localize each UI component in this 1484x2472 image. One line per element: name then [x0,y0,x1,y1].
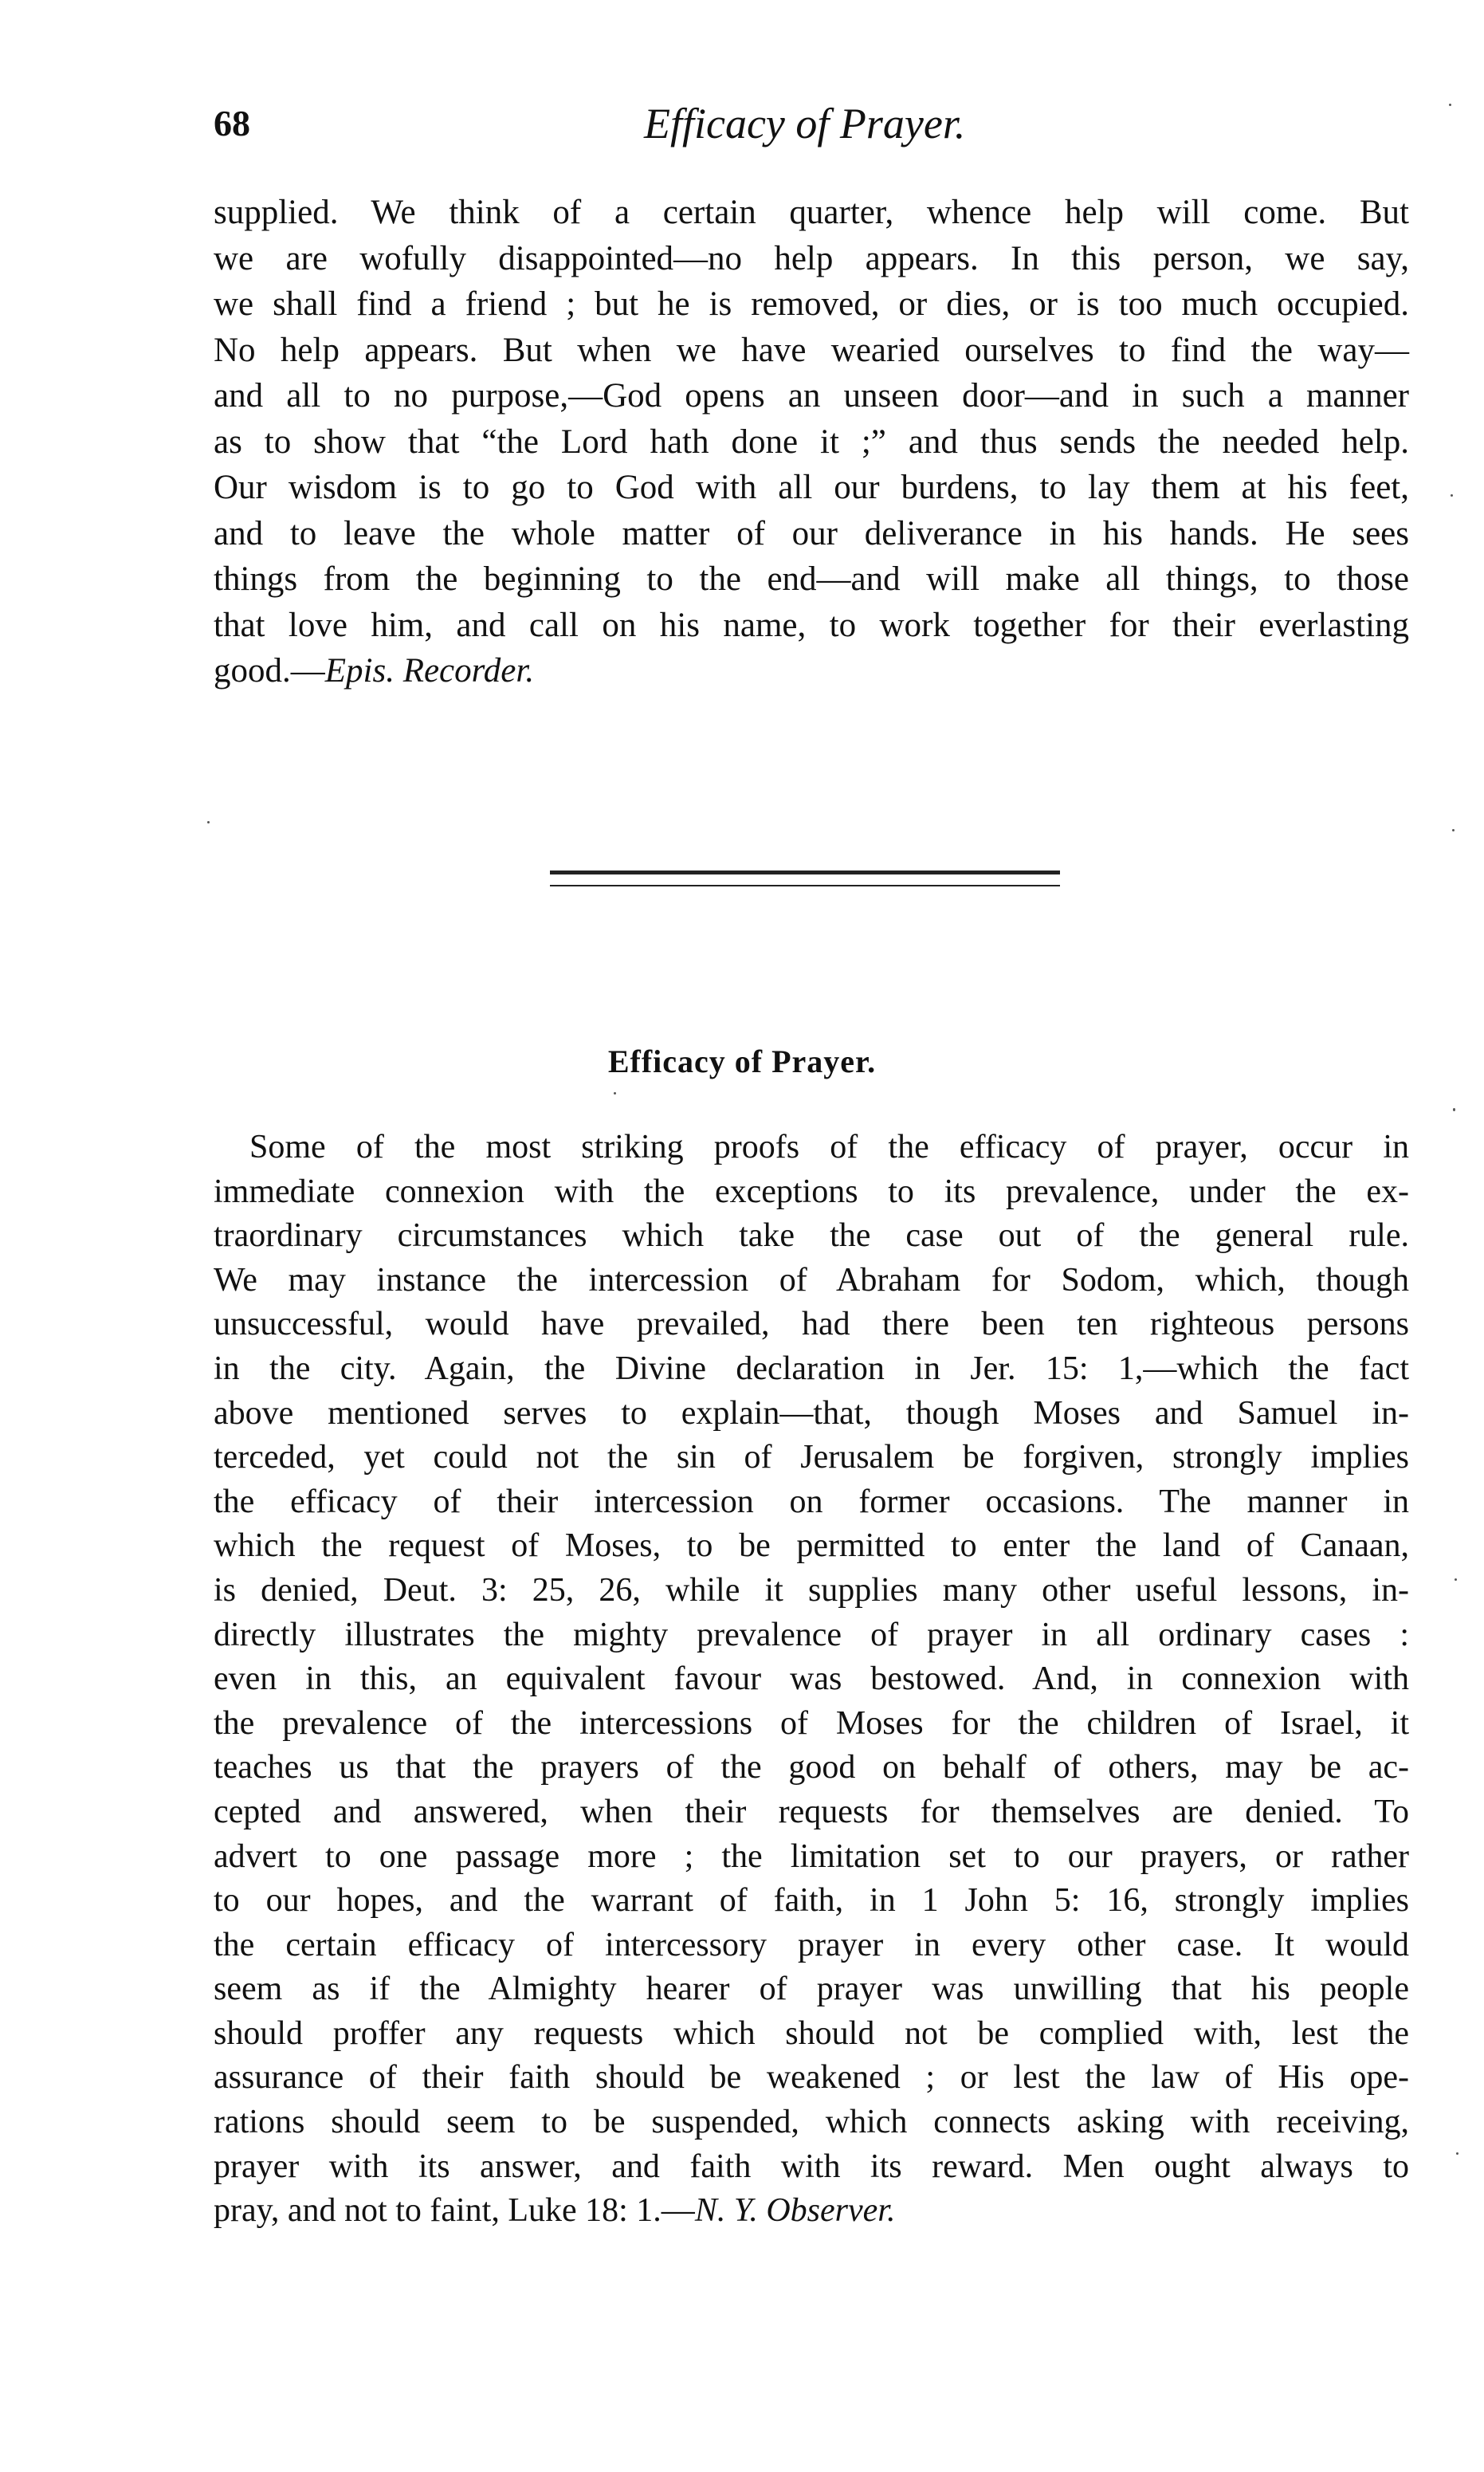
text-line: above mentioned serves to explain—that, though Moses and Samuel in- [214,1394,1409,1432]
page-number: 68 [214,103,250,143]
text-line: advert to one passage more ; the limitation set to our prayers, or rather [214,1837,1409,1875]
running-head [214,102,1409,158]
text-line: No help appears. But when we have wearied ourselves to find the way— [214,331,1409,369]
text-line: Some of the most striking proofs of the efficacy of prayer, occur in [249,1129,1409,1165]
text-line: which the request of Moses, to be permitted to enter the land of Canaan, [214,1527,1409,1565]
text-line: we are wofully disappointed—no help appears. In this person, we say, [214,239,1409,277]
text-line: even in this, an equivalent favour was bestowed. And, in connexion with [214,1660,1409,1698]
text-line: in the city. Again, the Divine declaration in Jer. 15: 1,—which the fact [214,1350,1409,1387]
scan-speck [1456,2152,1458,2155]
text-line: directly illustrates the mighty prevalence of prayer in all ordinary cases : [214,1616,1409,1653]
scan-speck [1449,104,1451,106]
article-continuation [214,190,1409,694]
text-line: we shall find a friend ; but he is removed, or dies, or is too much occupied. [214,285,1409,323]
text-line: things from the beginning to the end—and will make all things, to those [214,560,1409,598]
text-line: that love him, and call on his name, to work together for their everlasting [214,606,1409,644]
text-line: terceded, yet could not the sin of Jerusalem be forgiven, strongly implies [214,1439,1409,1476]
scan-speck [1455,1578,1457,1581]
text-line: unsuccessful, would have prevailed, had there been ten righteous persons [214,1306,1409,1343]
source-signature: Epis. Recorder. [324,652,535,690]
text-line: Our wisdom is to go to God with all our burdens, to lay them at his feet, [214,469,1409,506]
scan-speck [614,1092,616,1095]
text-line: rations should seem to be suspended, which connects asking with receiving, [214,2104,1409,2141]
running-title: Efficacy of Prayer. [644,100,966,147]
text-line: the certain efficacy of intercessory prayer in every other case. It would [214,1926,1409,1963]
scan-speck [1451,494,1453,497]
text-fragment: pray, and not to faint, Luke 18: 1.— [214,2192,695,2230]
text-line: and to leave the whole matter of our deliverance in his hands. He sees [214,514,1409,552]
text-line-final [214,2189,1409,2234]
text-line: the efficacy of their intercession on former occasions. The manner in [214,1483,1409,1520]
text-line: teaches us that the prayers of the good on behalf of others, may be ac- [214,1749,1409,1786]
section-divider-thin [550,885,1060,886]
text-line: assurance of their faith should be weakened ; or lest the law of His ope- [214,2059,1409,2097]
scan-speck [1453,1108,1455,1111]
text-fragment: good.— [214,652,325,690]
article-title: Efficacy of Prayer. [607,1043,877,1079]
text-line-final [214,648,1409,694]
text-line: immediate connexion with the exceptions to its prevalence, under the ex- [214,1173,1409,1210]
text-line: as to show that “the Lord hath done it ;” and thus sends the needed help. [214,422,1409,461]
text-line: We may instance the intercession of Abraham for Sodom, which, though [214,1261,1409,1299]
text-line: to our hopes, and the warrant of faith, in 1 John 5: 16, strongly implies [214,1882,1409,1920]
section-divider-thick [550,871,1060,874]
text-line: supplied. We think of a certain quarter, whence help will come. But [214,194,1409,231]
scan-speck [207,821,210,823]
text-line: and all to no purpose,—God opens an unseen door—and in such a manner [214,377,1409,415]
text-line: prayer with its answer, and faith with its reward. Men ought always to [214,2148,1409,2185]
text-line: traordinary circumstances which take the case out of the general rule. [214,1217,1409,1255]
text-line: should proffer any requests which should not be complied with, lest the [214,2014,1409,2052]
scan-speck [1452,829,1455,831]
source-signature: N. Y. Observer. [694,2192,896,2230]
text-line: seem as if the Almighty hearer of prayer was unwilling that his people [214,1971,1409,2008]
text-line: cepted and answered, when their requests for themselves are denied. To [214,1793,1409,1830]
text-line: is denied, Deut. 3: 25, 26, while it supplies many other useful lessons, in- [214,1571,1409,1609]
article-body [214,1126,1409,2234]
text-line: the prevalence of the intercessions of Moses for the children of Israel, it [214,1704,1409,1742]
